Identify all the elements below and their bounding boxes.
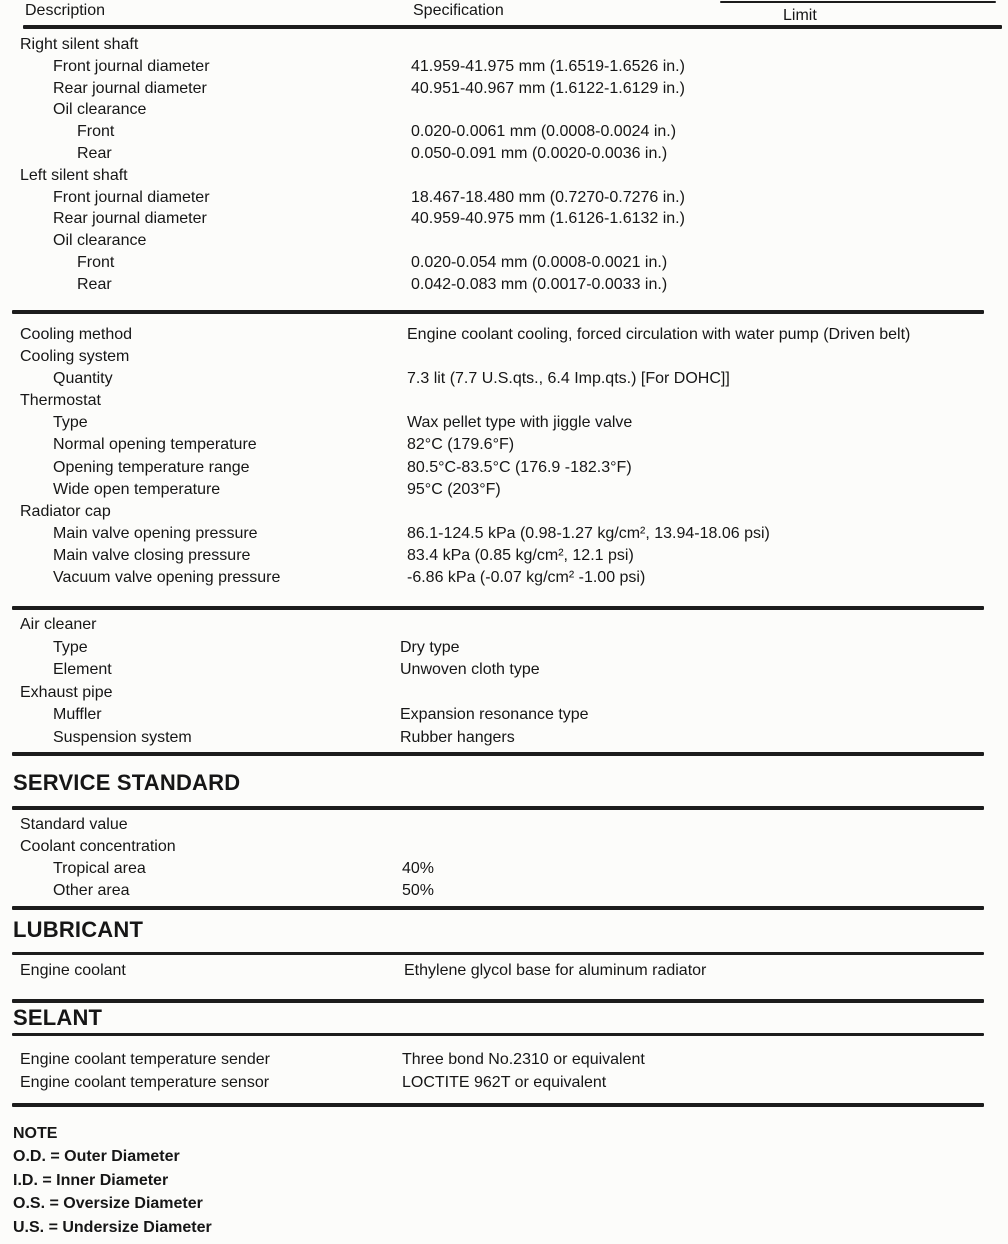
row-label: Front journal diameter	[53, 188, 210, 206]
row-label: Air cleaner	[20, 616, 97, 633]
spec-row	[0, 145, 1008, 167]
sealant-section	[0, 1051, 1008, 1097]
horizontal-rule	[12, 952, 984, 955]
spec-row	[0, 503, 1008, 525]
row-spec-value: -6.86 kPa (-0.07 kg/cm² -1.00 psi)	[407, 569, 646, 587]
spec-row	[0, 123, 1008, 145]
horizontal-rule	[12, 1103, 984, 1107]
row-spec-value: 18.467-18.480 mm (0.7270-0.7276 in.)	[411, 188, 685, 206]
row-label: Front	[77, 123, 115, 141]
spec-row	[0, 882, 1008, 904]
spec-row	[0, 414, 1008, 436]
row-label: Muffler	[53, 706, 102, 724]
row-label: Other area	[53, 882, 130, 899]
row-label: Front	[77, 253, 115, 271]
spec-row	[0, 370, 1008, 392]
row-label: Oil clearance	[53, 232, 147, 250]
row-spec-value: Three bond No.2310 or equivalent	[402, 1051, 645, 1068]
row-spec-value: Ethylene glycol base for aluminum radiator	[404, 962, 707, 979]
row-label: Coolant concentration	[20, 838, 176, 855]
row-label: Rear journal diameter	[53, 79, 207, 97]
spec-row	[0, 706, 1008, 729]
row-label: Rear journal diameter	[53, 210, 207, 228]
column-header-specification: Specification	[413, 2, 504, 19]
horizontal-rule	[12, 606, 984, 610]
spec-row	[0, 459, 1008, 481]
service-standard-heading: SERVICE STANDARD	[13, 770, 241, 795]
horizontal-rule	[12, 310, 984, 314]
horizontal-rule	[12, 806, 984, 810]
spec-row	[0, 232, 1008, 254]
spec-row	[0, 392, 1008, 414]
row-label: Left silent shaft	[20, 166, 128, 184]
row-spec-value: Rubber hangers	[400, 728, 515, 746]
cooling-section	[0, 326, 1008, 591]
row-label: Front journal diameter	[53, 57, 210, 75]
spec-row	[0, 348, 1008, 370]
row-label: Radiator cap	[20, 502, 111, 520]
row-spec-value: Engine coolant cooling, forced circulation with water pump (Driven belt)	[407, 326, 911, 343]
row-label: Thermostat	[20, 392, 101, 410]
row-label: Engine coolant	[20, 962, 126, 979]
spec-row	[0, 684, 1008, 707]
row-label: Type	[53, 414, 88, 432]
spec-row	[0, 569, 1008, 591]
row-label: Engine coolant temperature sensor	[20, 1074, 270, 1091]
horizontal-rule	[12, 752, 984, 756]
row-spec-value: 50%	[402, 882, 435, 899]
row-label: Rear	[77, 275, 112, 293]
note-item: O.D. = Outer Diameter	[13, 1148, 180, 1166]
spec-row	[0, 254, 1008, 276]
note-item: U.S. = Undersize Diameter	[13, 1218, 212, 1236]
spec-row	[0, 661, 1008, 684]
row-label: Wide open temperature	[53, 480, 221, 498]
row-label: Exhaust pipe	[20, 683, 113, 701]
column-header-description: Description	[25, 2, 106, 19]
spec-row	[0, 167, 1008, 189]
spec-row	[0, 838, 1008, 860]
spec-row	[0, 326, 1008, 348]
intake-exhaust-section	[0, 616, 1008, 752]
row-label: Standard value	[20, 816, 128, 833]
column-header-limit: Limit	[783, 7, 817, 24]
row-label: Tropical area	[53, 860, 146, 877]
sealant-heading: SELANT	[13, 1005, 103, 1030]
horizontal-rule	[12, 999, 984, 1003]
row-label: Vacuum valve opening pressure	[53, 569, 281, 587]
row-spec-value: 40.951-40.967 mm (1.6122-1.6129 in.)	[411, 79, 685, 97]
note-item: I.D. = Inner Diameter	[13, 1171, 169, 1189]
row-label: Normal opening temperature	[53, 436, 257, 454]
row-spec-value: 80.5°C-83.5°C (176.9 -182.3°F)	[407, 458, 632, 476]
horizontal-rule	[12, 906, 984, 910]
spec-row	[0, 525, 1008, 547]
row-spec-value: Wax pellet type with jiggle valve	[407, 414, 633, 432]
row-spec-value: 86.1-124.5 kPa (0.98-1.27 kg/cm², 13.94-18.06 psi)	[407, 524, 770, 542]
silent-shaft-section	[0, 36, 1008, 298]
spec-row	[0, 547, 1008, 569]
spec-row	[0, 616, 1008, 639]
row-label: Main valve closing pressure	[53, 546, 251, 564]
row-spec-value: 41.959-41.975 mm (1.6519-1.6526 in.)	[411, 57, 685, 75]
spec-row	[0, 189, 1008, 211]
note-title: NOTE	[13, 1125, 58, 1142]
row-label: Opening temperature range	[53, 458, 250, 476]
row-spec-value: 95°C (203°F)	[407, 480, 501, 498]
row-label: Cooling method	[20, 326, 133, 343]
row-label: Cooling system	[20, 348, 130, 366]
row-label: Quantity	[53, 370, 113, 388]
row-spec-value: Expansion resonance type	[400, 706, 589, 724]
horizontal-rule	[23, 25, 1002, 29]
spec-row	[0, 80, 1008, 102]
row-spec-value: 7.3 lit (7.7 U.S.qts., 6.4 Imp.qts.) [For DOHC]]	[407, 370, 730, 388]
row-label: Suspension system	[53, 728, 192, 746]
lubricant-heading: LUBRICANT	[13, 917, 144, 942]
note-block	[13, 1125, 1008, 1242]
spec-row	[0, 639, 1008, 662]
row-label: Engine coolant temperature sender	[20, 1051, 270, 1068]
spec-row	[0, 729, 1008, 752]
note-item: O.S. = Oversize Diameter	[13, 1195, 203, 1213]
spec-row	[0, 101, 1008, 123]
row-spec-value: 82°C (179.6°F)	[407, 436, 515, 454]
row-label: Main valve opening pressure	[53, 524, 258, 542]
spec-row	[0, 962, 1008, 984]
row-spec-value: 0.050-0.091 mm (0.0020-0.0036 in.)	[411, 144, 668, 162]
spec-row	[0, 860, 1008, 882]
spec-row	[0, 436, 1008, 458]
service-standard-section	[0, 816, 1008, 904]
row-spec-value: Dry type	[400, 638, 460, 656]
row-spec-value: 83.4 kPa (0.85 kg/cm², 12.1 psi)	[407, 546, 634, 564]
row-label: Element	[53, 661, 112, 679]
row-spec-value: 0.020-0.054 mm (0.0008-0.0021 in.)	[411, 253, 668, 271]
lubricant-section	[0, 962, 1008, 984]
row-label: Oil clearance	[53, 101, 147, 119]
row-spec-value: 0.020-0.0061 mm (0.0008-0.0024 in.)	[411, 123, 677, 141]
horizontal-rule	[12, 1033, 984, 1036]
row-spec-value: Unwoven cloth type	[400, 661, 540, 679]
spec-row	[0, 58, 1008, 80]
row-label: Right silent shaft	[20, 36, 139, 53]
row-label: Type	[53, 638, 88, 656]
horizontal-rule	[720, 1, 996, 3]
spec-row	[0, 210, 1008, 232]
spec-row	[0, 36, 1008, 58]
spec-row	[0, 816, 1008, 838]
spec-row	[0, 276, 1008, 298]
row-label: Rear	[77, 144, 112, 162]
row-spec-value: 40%	[402, 860, 435, 877]
spec-row	[0, 481, 1008, 503]
row-spec-value: 0.042-0.083 mm (0.0017-0.0033 in.)	[411, 275, 668, 293]
spec-row	[0, 1051, 1008, 1074]
row-spec-value: LOCTITE 962T or equivalent	[402, 1074, 607, 1091]
spec-row	[0, 1074, 1008, 1097]
row-spec-value: 40.959-40.975 mm (1.6126-1.6132 in.)	[411, 210, 685, 228]
